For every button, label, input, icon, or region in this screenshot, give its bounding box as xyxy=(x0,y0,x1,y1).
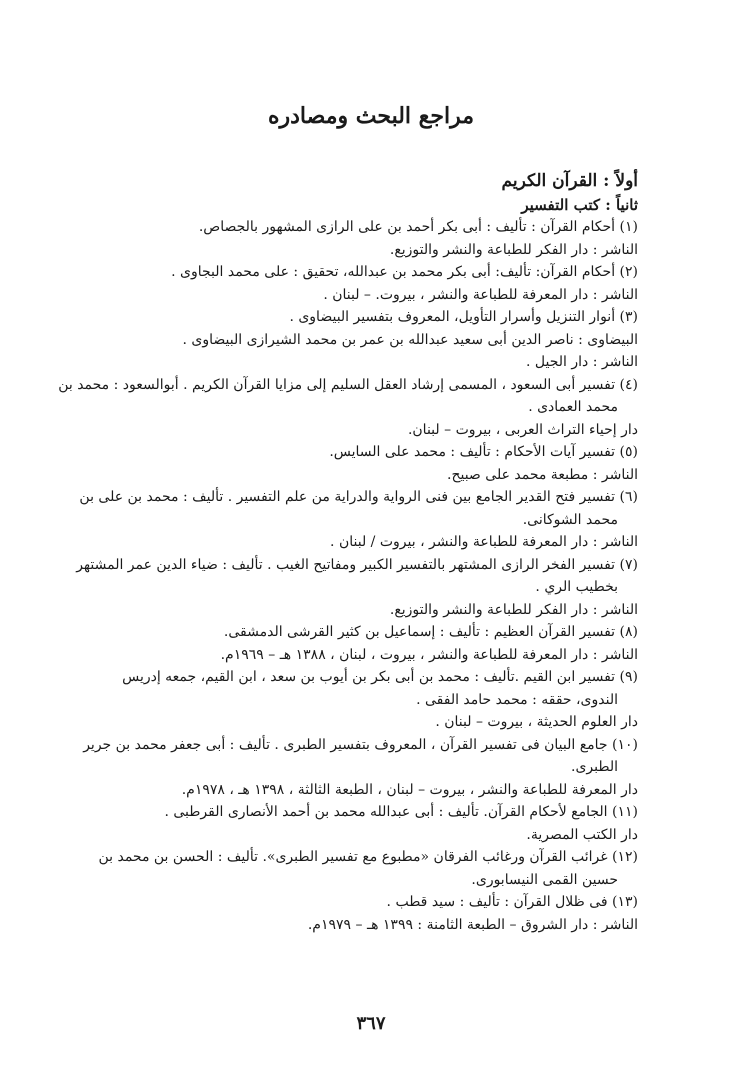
page-number: ٣٦٧ xyxy=(356,1013,386,1034)
reference-line-27: (١١) الجامع لأحكام القرآن. تأليف : أبى عبدالله محمد بن أحمد الأنصارى القرطبى . xyxy=(164,804,638,820)
reference-line-7: الناشر : دار الجيل . xyxy=(526,354,638,370)
reference-line-29: (١٢) غرائب القرآن ورغائب الفرقان «مطبوع مع تفسير الطبرى». تأليف : الحسن بن محمد بن xyxy=(98,849,638,865)
page-title: مراجع البحث ومصادره xyxy=(267,103,475,129)
reference-line-28: دار الكتب المصرية. xyxy=(526,826,638,843)
reference-line-19: (٨) تفسير القرآن العظيم : تأليف : إسماعيل بن كثير القرشى الدمشقى. xyxy=(223,624,638,640)
section-heading-tafsir: ثانياً : كتب التفسير xyxy=(521,196,638,214)
reference-line-20: الناشر : دار المعرفة للطباعة والنشر ، بيروت ، لبنان ، ١٣٨٨ هـ – ١٩٦٩م. xyxy=(220,646,638,663)
reference-line-16: (٧) تفسير الفخر الرازى المشتهر بالتفسير الكبير ومفاتيح الغيب . تأليف : ضياء الدين عمر المشتهر xyxy=(76,556,638,573)
reference-line-26: دار المعرفة للطباعة والنشر ، بيروت – لبنان ، الطبعة الثالثة ، ١٣٩٨ هـ ، ١٩٧٨م. xyxy=(181,781,638,798)
reference-line-15: الناشر : دار المعرفة للطباعة والنشر ، بيروت / لبنان . xyxy=(330,534,638,550)
reference-line-6: البيضاوى : ناصر الدين أبى سعيد عبدالله بن عمر بن محمد الشيرازى البيضاوى . xyxy=(182,331,638,348)
reference-line-24: (١٠) جامع البيان فى تفسير القرآن ، المعروف بتفسير الطبرى . تأليف : أبى جعفر محمد بن جرير xyxy=(83,736,638,753)
reference-line-21: (٩) تفسير ابن القيم .تأليف : محمد بن أبى بكر بن أيوب بن سعد ، ابن القيم، جمعه إدريس xyxy=(122,669,638,685)
references-list xyxy=(58,168,638,936)
reference-line-8: (٤) تفسير أبى السعود ، المسمى إرشاد العقل السليم إلى مزايا القرآن الكريم . أبوالسعود : محمد بن xyxy=(58,376,638,393)
reference-line-1: (١) أحكام القرآن : تأليف : أبى بكر أحمد بن على الرازى المشهور بالجصاص. xyxy=(198,219,638,235)
reference-line-25: الطبرى. xyxy=(571,759,618,775)
reference-line-32: الناشر : دار الشروق – الطبعة الثامنة : ١٣٩٩ هـ – ١٩٧٩م. xyxy=(307,916,638,933)
reference-line-3: (٢) أحكام القرآن: تأليف: أبى بكر محمد بن عبدالله، تحقيق : على محمد البجاوى . xyxy=(171,264,638,280)
reference-line-5: (٣) أنوار التنزيل وأسرار التأويل، المعروف بتفسير البيضاوى . xyxy=(289,309,638,325)
reference-line-30: حسين القمى النيسابورى. xyxy=(471,871,618,888)
reference-line-18: الناشر : دار الفكر للطباعة والنشر والتوزيع. xyxy=(389,601,638,618)
reference-line-10: دار إحياء التراث العربى ، بيروت – لبنان. xyxy=(407,421,638,438)
reference-line-17: بخطيب الري . xyxy=(535,579,618,595)
reference-line-11: (٥) تفسير آيات الأحكام : تأليف : محمد على السايس. xyxy=(329,444,638,460)
reference-line-22: الندوى، حققه : محمد حامد الفقى . xyxy=(416,691,618,708)
reference-line-9: محمد العمادى . xyxy=(528,399,618,415)
reference-line-2: الناشر : دار الفكر للطباعة والنشر والتوزيع. xyxy=(389,241,638,258)
reference-line-12: الناشر : مطبعة محمد على صبيح. xyxy=(447,466,638,483)
section-heading-quran: أولاً : القرآن الكريم xyxy=(501,171,638,191)
reference-line-4: الناشر : دار المعرفة للطباعة والنشر ، بيروت. – لبنان . xyxy=(323,286,638,303)
reference-line-23: دار العلوم الحديثة ، بيروت – لبنان . xyxy=(435,714,638,730)
reference-line-14: محمد الشوكانى. xyxy=(522,511,618,528)
reference-line-31: (١٣) فى ظلال القرآن : تأليف : سيد قطب . xyxy=(386,894,638,910)
reference-line-13: (٦) تفسير فتح القدير الجامع بين فنى الرواية والدراية من علم التفسير . تأليف : محمد بن على بن xyxy=(79,489,638,505)
